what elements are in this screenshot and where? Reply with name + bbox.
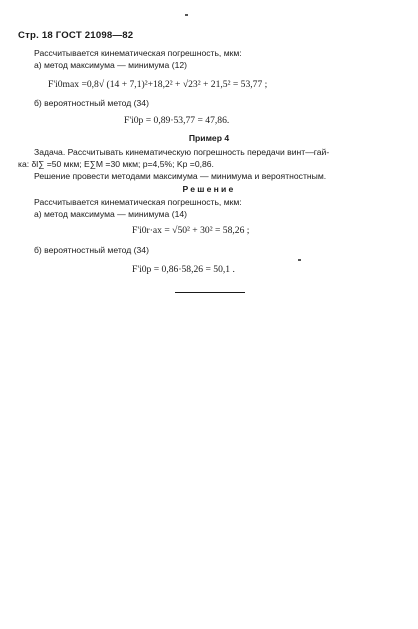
paragraph-2: Рассчитывается кинематическая погрешность, мкм: xyxy=(34,197,242,207)
formula-4: F'i0p = 0,86·58,26 = 50,1 . xyxy=(132,264,235,275)
task-statement-line-1: Задача. Рассчитывать кинематическую погрешность передачи винт—гай- xyxy=(34,147,330,157)
formula-3: F'i0r·ax = √50² + 30² = 58,26 ; xyxy=(132,225,250,236)
method-maxmin-label-1: а) метод максимума — минимума (12) xyxy=(34,60,187,70)
scan-mark xyxy=(298,259,301,261)
formula-1: F'i0max =0,8√ (14 + 7,1)²+18,2² + √23² + 21,5² = 53,77 ; xyxy=(48,79,268,90)
task-instruction: Решение провести методами максимума — минимума и вероятностным. xyxy=(34,171,327,181)
method-maxmin-label-2: а) метод максимума — минимума (14) xyxy=(34,209,187,219)
scan-mark xyxy=(185,14,188,16)
method-probabilistic-label-1: б) вероятностный метод (34) xyxy=(34,98,149,108)
solution-heading: Решение xyxy=(182,184,236,194)
end-rule xyxy=(175,292,245,293)
method-probabilistic-label-2: б) вероятностный метод (34) xyxy=(34,245,149,255)
paragraph-1: Рассчитывается кинематическая погрешность, мкм: xyxy=(34,48,242,58)
page-header: Стр. 18 ГОСТ 21098—82 xyxy=(18,30,134,41)
formula-2: F'i0p = 0,89·53,77 = 47,86. xyxy=(124,115,230,126)
example-heading: Пример 4 xyxy=(188,133,230,143)
task-statement-line-2: ка: δl∑ =50 мкм; E∑M =30 мкм; p=4,5%; Kp =0,86. xyxy=(18,159,214,169)
